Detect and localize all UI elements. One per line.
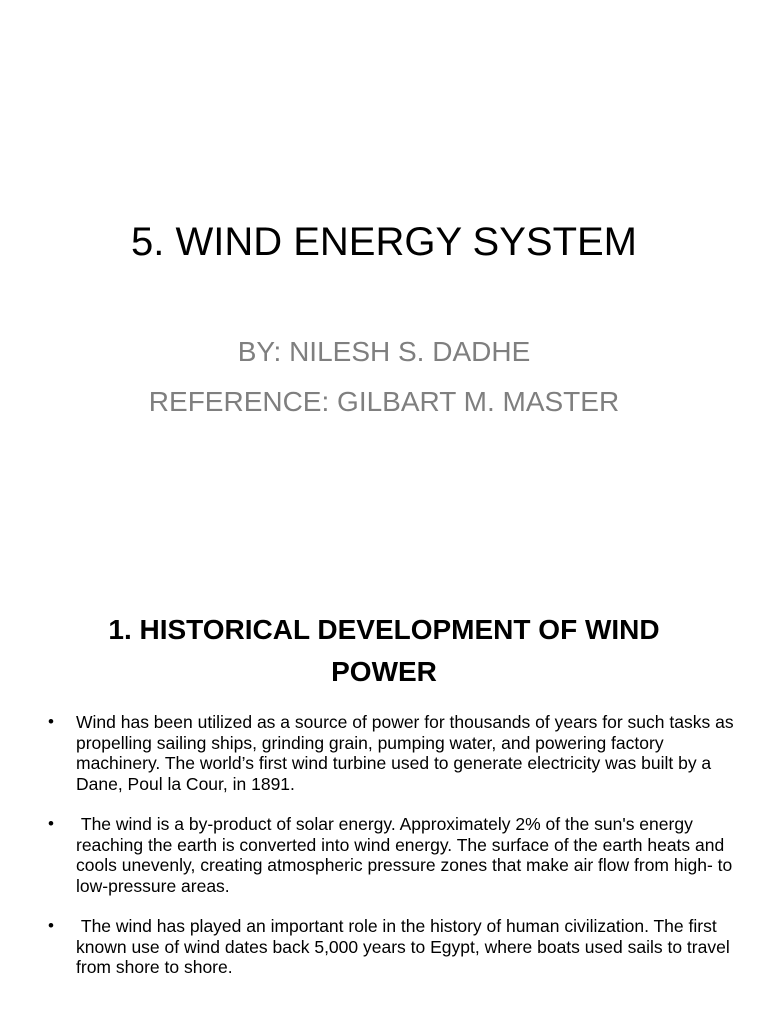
presentation-title: 5. WIND ENERGY SYSTEM (130, 220, 637, 264)
bullet-icon: • (48, 814, 54, 833)
bullet-text: The wind has played an important role in the history of human civilization. The first known use of wind dates back 5,000 years to Egypt, where boats used sails to travel from shore to shore. (76, 916, 735, 977)
list-item (48, 916, 738, 978)
content-slide (0, 576, 768, 1024)
list-item (48, 712, 738, 794)
bullet-text: Wind has been utilized as a source of power for thousands of years for such tasks as propelling sailing ships, grinding grain, pumping water, and powering factory machinery. The world’s first wind turbine used to generate electricity was built by a Dane, Poul la Cour, in 1891. (76, 712, 734, 794)
bullet-icon: • (48, 916, 54, 935)
list-item (48, 814, 738, 896)
bullet-icon: • (48, 712, 54, 731)
author-line: BY: NILESH S. DADHE (237, 336, 531, 367)
bullet-text: The wind is a by-product of solar energy. Approximately 2% of the sun's energy reaching the earth is converted into wind energy. The surface of the earth heats and cools unevenly, creating atmospheric pressure zones that make air flow from high- to low-pressure areas. (76, 814, 738, 896)
reference-line: REFERENCE: GILBART M. MASTER (148, 386, 620, 417)
section-title: 1. HISTORICAL DEVELOPMENT OF WIND POWER (108, 614, 660, 687)
bullet-list (48, 712, 738, 978)
